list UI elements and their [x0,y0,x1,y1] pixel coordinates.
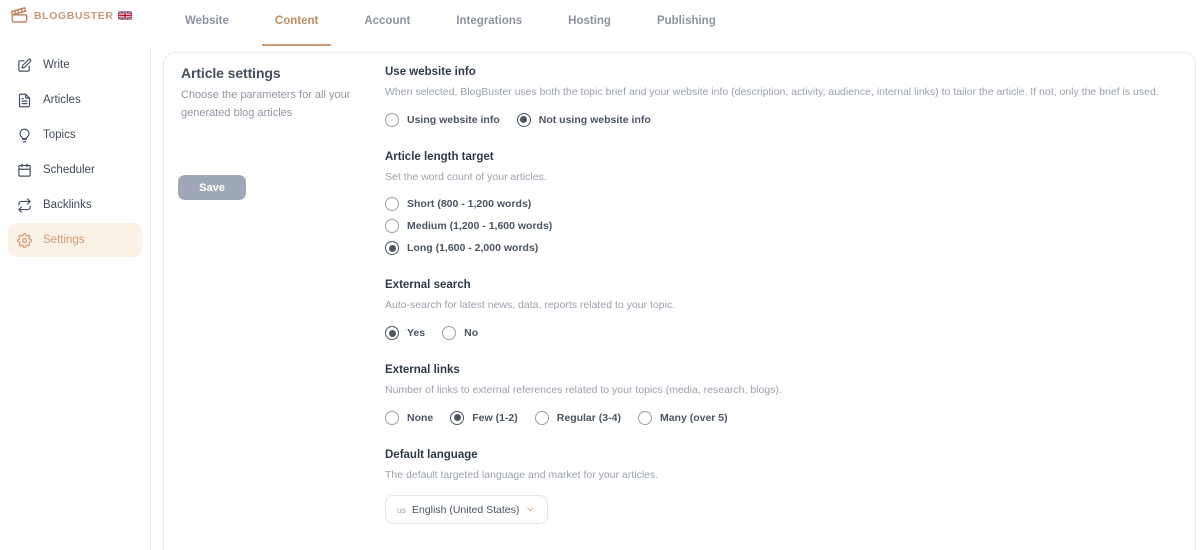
tab-content[interactable]: Content [262,0,331,46]
tab-hosting[interactable]: Hosting [568,15,611,27]
topnav-tabs [172,0,729,46]
radio-label: Using website info [407,113,500,126]
section-description: Number of links to external references related to your topics (media, research, blogs). [385,384,782,397]
section-default-language [385,449,1177,525]
radio-unselected-icon[interactable] [442,326,456,340]
sidebar-item-write[interactable] [8,48,142,82]
topics-icon [17,128,32,143]
sidebar-item-articles[interactable] [8,83,142,117]
radio-label: Few (1-2) [472,411,518,424]
radio-group-external-search [385,326,1177,340]
topbar [0,0,1200,46]
radio-label: Regular (3-4) [556,411,621,424]
radio-label: Long (1,600 - 2,000 words) [407,242,539,255]
radio-label: Medium (1,200 - 1,600 words) [407,220,553,233]
uk-flag-icon[interactable] [118,11,132,20]
sidebar-item-label: Backlinks [43,199,92,211]
radio-option-few-1-2[interactable] [450,411,518,425]
save-button[interactable]: Save [178,175,246,200]
tab-account[interactable]: Account [364,15,411,27]
brand-name: BLOGBUSTER [34,9,114,22]
radio-option-using-website-info[interactable] [385,113,500,127]
sidebar-nav [0,46,150,257]
settings-intro [181,65,356,122]
radio-option-yes[interactable] [385,326,425,340]
sidebar-item-label: Scheduler [43,164,95,176]
section-external-links [385,364,1177,425]
clapperboard-icon [10,6,29,25]
sidebar-item-label: Settings [43,234,85,246]
section-heading: Use website info [385,66,476,78]
radio-label: Not using website info [538,113,651,126]
radio-option-regular-3-4[interactable] [535,411,621,425]
settings-sections [385,66,1177,548]
sidebar-item-backlinks[interactable] [8,188,142,222]
radio-label: None [407,411,434,424]
backlinks-icon [17,198,32,213]
brand-logo [10,6,114,25]
radio-option-many-over-5[interactable] [638,411,728,425]
tab-website[interactable]: Website [185,15,229,27]
section-heading: Article length target [385,150,494,163]
radio-unselected-icon[interactable] [535,411,549,425]
tab-publishing[interactable]: Publishing [656,15,716,27]
sidebar-item-settings[interactable] [8,223,142,257]
page-title: Article settings [181,65,281,81]
radio-unselected-icon[interactable] [385,219,399,233]
language-flag-code: us [397,504,406,515]
radio-label: No [464,327,479,340]
section-heading: External links [385,364,460,377]
sidebar-item-label: Write [43,59,70,71]
section-description: Auto-search for latest news, data, reports related to your topic. [385,299,676,312]
radio-group-article-length-target [385,197,1177,255]
radio-selected-icon[interactable] [385,241,399,255]
scheduler-icon [17,163,32,178]
radio-unselected-icon[interactable] [385,197,399,211]
tab-integrations[interactable]: Integrations [456,15,523,27]
sidebar [0,46,151,550]
radio-label: Yes [407,327,426,340]
radio-option-long-1-600-2-000-words[interactable] [385,241,538,255]
sidebar-item-label: Topics [43,129,76,141]
chevron-down-icon [525,504,536,515]
write-icon [17,58,32,73]
radio-option-no[interactable] [442,326,478,340]
section-use-website-info [385,66,1177,127]
radio-unselected-icon[interactable] [638,411,652,425]
radio-option-none[interactable] [385,411,433,425]
radio-group-use-website-info [385,113,1177,127]
radio-selected-icon[interactable] [450,411,464,425]
article-settings-card [163,52,1196,550]
radio-group-external-links [385,411,1177,425]
radio-option-medium-1-200-1-600-words[interactable] [385,219,552,233]
section-description: The default targeted language and market for your articles. [385,468,659,481]
section-article-length-target [385,151,1177,256]
radio-selected-icon[interactable] [385,326,399,340]
page-subtitle: Choose the parameters for all your generated blog articles [181,89,351,119]
section-heading: Default language [385,448,478,461]
section-heading: External search [385,279,471,292]
radio-option-not-using-website-info[interactable] [517,113,651,127]
radio-unselected-icon[interactable] [385,411,399,425]
radio-unselected-icon[interactable] [385,113,399,127]
sidebar-item-topics[interactable] [8,118,142,152]
settings-icon [17,233,32,248]
sidebar-item-scheduler[interactable] [8,153,142,187]
section-description: When selected, BlogBuster uses both the topic brief and your website info (description, activity, audience, internal links) to tailor the article. If not, only the brief is used. [385,86,1159,98]
section-description: Set the word count of your articles. [385,170,547,183]
radio-option-short-800-1-200-words[interactable] [385,197,531,211]
language-value: English (United States) [411,503,520,516]
language-select[interactable] [385,495,548,524]
articles-icon [17,93,32,108]
radio-selected-icon[interactable] [517,113,531,127]
radio-label: Short (800 - 1,200 words) [407,198,532,211]
section-external-search [385,279,1177,340]
sidebar-item-label: Articles [43,94,81,106]
radio-label: Many (over 5) [659,411,728,424]
